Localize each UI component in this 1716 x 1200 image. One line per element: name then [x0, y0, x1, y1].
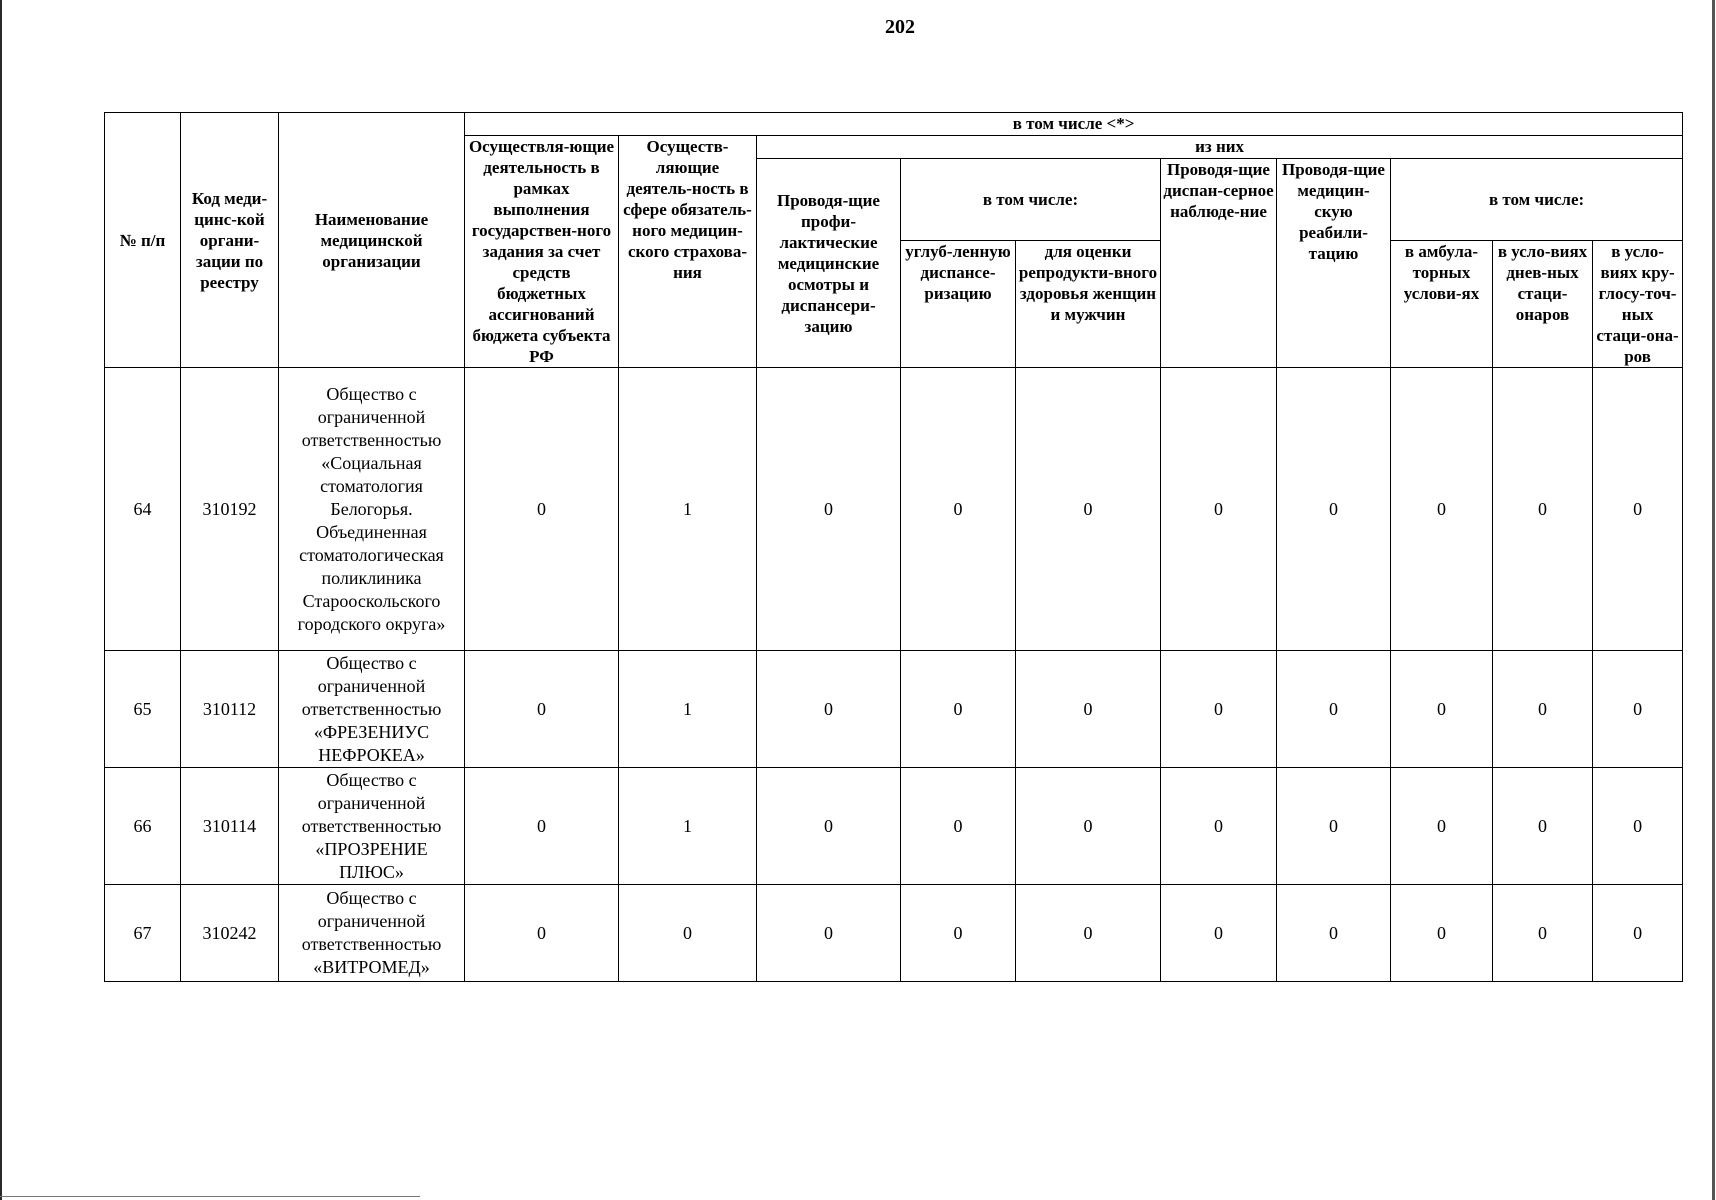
header-of-them: из них — [757, 136, 1683, 159]
value-state-task: 0 — [465, 368, 619, 651]
row-number: 67 — [105, 885, 181, 982]
value-oms: 0 — [619, 885, 757, 982]
value-oms: 1 — [619, 651, 757, 768]
value-day-hospital: 0 — [1493, 651, 1593, 768]
header-day-hospital: в усло-виях днев-ных стаци-онаров — [1493, 241, 1593, 368]
value-reproductive-health: 0 — [1016, 651, 1161, 768]
value-dispensary: 0 — [1161, 651, 1277, 768]
header-oms: Осуществ-ляющие деятель-ность в сфере обязатель-ного медицин-ского страхова-ния — [619, 136, 757, 368]
value-dispensary: 0 — [1161, 768, 1277, 885]
value-round-clock-hospital: 0 — [1593, 651, 1683, 768]
header-ambulatory: в амбула-торных услови-ях — [1391, 241, 1493, 368]
scan-edge-right — [1712, 0, 1715, 1200]
table-row — [105, 885, 1683, 982]
table-row — [105, 768, 1683, 885]
value-state-task: 0 — [465, 885, 619, 982]
row-number: 65 — [105, 651, 181, 768]
value-deep-dispensary: 0 — [901, 651, 1016, 768]
org-code: 310114 — [181, 768, 279, 885]
value-oms: 1 — [619, 768, 757, 885]
table-header — [105, 113, 1683, 368]
value-rehabilitation: 0 — [1277, 768, 1391, 885]
value-round-clock-hospital: 0 — [1593, 768, 1683, 885]
scan-edge-left — [0, 0, 2, 1200]
value-ambulatory: 0 — [1391, 368, 1493, 651]
value-day-hospital: 0 — [1493, 368, 1593, 651]
value-deep-dispensary: 0 — [901, 768, 1016, 885]
header-including: в том числе <*> — [465, 113, 1683, 136]
header-including-b: в том числе: — [1391, 159, 1683, 241]
value-prophylactic: 0 — [757, 651, 901, 768]
header-state-task: Осуществля-ющие деятельность в рамках выполнения государствен-ного задания за счет средств бюджетных ассигнований бюджета субъекта РФ — [465, 136, 619, 368]
header-dispensary: Проводя-щие диспан-серное наблюде-ние — [1161, 159, 1277, 368]
table-row — [105, 651, 1683, 768]
value-state-task: 0 — [465, 768, 619, 885]
value-ambulatory: 0 — [1391, 768, 1493, 885]
header-round-clock-hospital: в усло-виях кру-глосу-точ-ных стаци-она-ров — [1593, 241, 1683, 368]
header-org-code: Код меди-цинс-кой органи-зации по реестру — [181, 113, 279, 368]
value-prophylactic: 0 — [757, 368, 901, 651]
header-prophylactic: Проводя-щие профи-лактические медицинские осмотры и диспансери-зацию — [757, 159, 901, 368]
org-name: Общество с ограниченной ответственностью «ПРОЗРЕНИЕ ПЛЮС» — [279, 768, 465, 885]
value-state-task: 0 — [465, 651, 619, 768]
value-rehabilitation: 0 — [1277, 885, 1391, 982]
value-round-clock-hospital: 0 — [1593, 368, 1683, 651]
value-round-clock-hospital: 0 — [1593, 885, 1683, 982]
header-number: № п/п — [105, 113, 181, 368]
value-oms: 1 — [619, 368, 757, 651]
value-deep-dispensary: 0 — [901, 885, 1016, 982]
value-deep-dispensary: 0 — [901, 368, 1016, 651]
value-reproductive-health: 0 — [1016, 368, 1161, 651]
value-dispensary: 0 — [1161, 885, 1277, 982]
table-body — [105, 368, 1683, 982]
header-reproductive-health: для оценки репродукти-вного здоровья женщин и мужчин — [1016, 241, 1161, 368]
value-ambulatory: 0 — [1391, 885, 1493, 982]
value-day-hospital: 0 — [1493, 768, 1593, 885]
table-row — [105, 368, 1683, 651]
org-name: Общество с ограниченной ответственностью «ВИТРОМЕД» — [279, 885, 465, 982]
value-reproductive-health: 0 — [1016, 768, 1161, 885]
value-day-hospital: 0 — [1493, 885, 1593, 982]
value-prophylactic: 0 — [757, 885, 901, 982]
scan-bottom-line — [0, 1196, 420, 1197]
org-code: 310242 — [181, 885, 279, 982]
org-code: 310112 — [181, 651, 279, 768]
header-deep-dispensary: углуб-ленную диспансе-ризацию — [901, 241, 1016, 368]
row-number: 66 — [105, 768, 181, 885]
value-reproductive-health: 0 — [1016, 885, 1161, 982]
header-rehabilitation: Проводя-щие медицин-скую реабили-тацию — [1277, 159, 1391, 368]
value-prophylactic: 0 — [757, 768, 901, 885]
registry-table — [104, 112, 1683, 982]
org-name: Общество с ограниченной ответственностью «ФРЕЗЕНИУС НЕФРОКЕА» — [279, 651, 465, 768]
value-ambulatory: 0 — [1391, 651, 1493, 768]
value-rehabilitation: 0 — [1277, 368, 1391, 651]
org-code: 310192 — [181, 368, 279, 651]
page-number: 202 — [885, 16, 915, 38]
org-name: Общество с ограниченной ответственностью «Социальная стоматология Белогорья. Объединенная стоматологическая поликлиника Старооскольского городского округа» — [279, 368, 465, 651]
header-org-name: Наименование медицинской организации — [279, 113, 465, 368]
value-rehabilitation: 0 — [1277, 651, 1391, 768]
header-including-a: в том числе: — [901, 159, 1161, 241]
row-number: 64 — [105, 368, 181, 651]
value-dispensary: 0 — [1161, 368, 1277, 651]
